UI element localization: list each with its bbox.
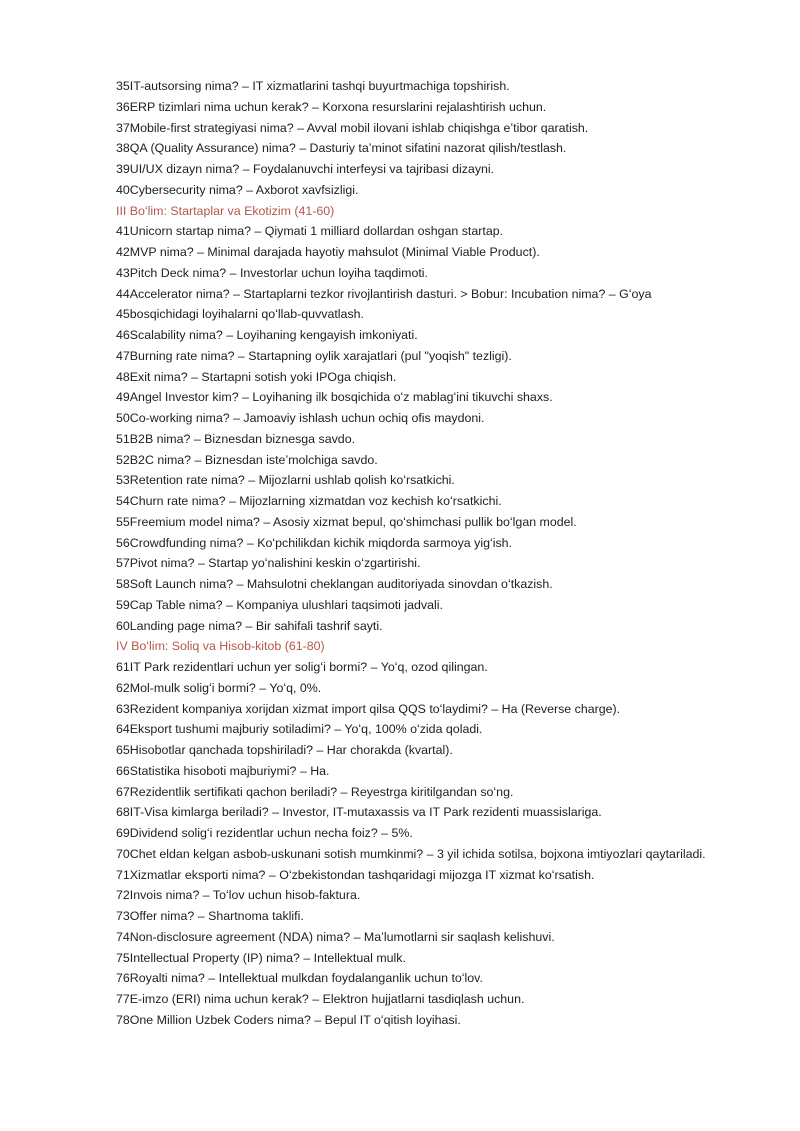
qa-item: 75Intellectual Property (IP) nima? – Intellektual mulk. — [116, 950, 406, 965]
qa-item: 68IT-Visa kimlarga beriladi? – Investor, IT-mutaxassis va IT Park rezidenti muassislariga. — [116, 805, 602, 820]
qa-item: 64Eksport tushumi majburiy sotiladimi? – Yoʻq, 100% oʻzida qoladi. — [116, 722, 483, 737]
qa-item: 38QA (Quality Assurance) nima? – Dasturiy taʼminot sifatini nazorat qilish/testlash. — [116, 141, 567, 156]
qa-item: 76Royalti nima? – Intellektual mulkdan foydalanganlik uchun toʻlov. — [116, 971, 483, 986]
qa-item: 66Statistika hisoboti majburiymi? – Ha. — [116, 763, 330, 778]
document-body — [116, 76, 756, 1031]
section-heading: III Boʻlim: Startaplar va Ekotizim (41-60) — [116, 203, 335, 218]
qa-item: 40Cybersecurity nima? – Axborot xavfsizligi. — [116, 182, 359, 197]
qa-item: 56Crowdfunding nima? – Koʻpchilikdan kichik miqdorda sarmoya yigʻish. — [116, 535, 513, 550]
qa-item: 39UI/UX dizayn nima? – Foydalanuvchi interfeysi va tajribasi dizayni. — [116, 162, 495, 176]
qa-item: 62Mol-mulk soligʻi bormi? – Yoʻq, 0%. — [116, 680, 322, 695]
qa-item: 58Soft Launch nima? – Mahsulotni cheklangan auditoriyada sinovdan oʻtkazish. — [116, 577, 553, 591]
qa-item: 63Rezident kompaniya xorijdan xizmat import qilsa QQS toʻlaydimi? – Ha (Reverse charge). — [116, 701, 621, 716]
qa-item: 65Hisobotlar qanchada topshiriladi? – Har chorakda (kvartal). — [116, 743, 453, 757]
qa-item: 53Retention rate nima? – Mijozlarni ushlab qolish koʻrsatkichi. — [116, 473, 455, 488]
qa-item: 71Xizmatlar eksporti nima? – Oʻzbekistondan tashqaridagi mijozga IT xizmat koʻrsatish. — [116, 867, 595, 882]
qa-item: 44Accelerator nima? – Startaplarni tezkor rivojlantirish dasturi. > Bobur: Incubation nima? – Gʻoya — [116, 286, 652, 301]
qa-item: 78One Million Uzbek Coders nima? – Bepul IT oʻqitish loyihasi. — [116, 1012, 461, 1027]
qa-item: 50Co-working nima? – Jamoaviy ishlash uchun ochiq ofis maydoni. — [116, 411, 485, 425]
qa-item: 54Churn rate nima? – Mijozlarning xizmatdan voz kechish koʻrsatkichi. — [116, 494, 502, 508]
qa-item: 67Rezidentlik sertifikati qachon beriladi? – Reyestrga kiritilgandan soʻng. — [116, 784, 514, 799]
qa-item: 61IT Park rezidentlari uchun yer soligʻi bormi? – Yoʻq, ozod qilingan. — [116, 660, 488, 674]
qa-item: 48Exit nima? – Startapni sotish yoki IPOga chiqish. — [116, 369, 397, 384]
qa-item: 49Angel Investor kim? – Loyihaning ilk bosqichida oʻz mablagʻini tikuvchi shaxs. — [116, 390, 553, 405]
qa-item: 43Pitch Deck nima? – Investorlar uchun loyiha taqdimoti. — [116, 265, 428, 280]
qa-item: 55Freemium model nima? – Asosiy xizmat bepul, qoʻshimchasi pullik boʻlgan model. — [116, 514, 577, 529]
qa-item: 36ERP tizimlari nima uchun kerak? – Korxona resurslarini rejalashtirish uchun. — [116, 99, 547, 114]
qa-item: 77E-imzo (ERI) nima uchun kerak? – Elektron hujjatlarni tasdiqlash uchun. — [116, 992, 525, 1006]
qa-item: 74Non-disclosure agreement (NDA) nima? – Maʼlumotlarni sir saqlash kelishuvi. — [116, 929, 555, 944]
qa-item: 69Dividend soligʻi rezidentlar uchun necha foiz? – 5%. — [116, 826, 413, 840]
qa-item: 73Offer nima? – Shartnoma taklifi. — [116, 909, 304, 923]
qa-item: 59Cap Table nima? – Kompaniya ulushlari taqsimoti jadvali. — [116, 597, 443, 612]
qa-item: 52B2C nima? – Biznesdan isteʼmolchiga savdo. — [116, 452, 378, 467]
section-heading: IV Boʻlim: Soliq va Hisob-kitob (61-80) — [116, 639, 325, 654]
qa-item: 41Unicorn startap nima? – Qiymati 1 milliard dollardan oshgan startap. — [116, 224, 504, 239]
qa-item: 70Chet eldan kelgan asbob-uskunani sotish mumkinmi? – 3 yil ichida sotilsa, bojxona imtiyozlari qaytariladi. — [116, 846, 706, 861]
qa-item: 46Scalability nima? – Loyihaning kengayish imkoniyati. — [116, 328, 418, 342]
qa-item: 37Mobile-first strategiyasi nima? – Avval mobil ilovani ishlab chiqishga eʼtibor qaratish. — [116, 120, 589, 135]
qa-item: 51B2B nima? – Biznesdan biznesga savdo. — [116, 431, 356, 446]
qa-item: 47Burning rate nima? – Startapning oylik xarajatlari (pul "yoqish" tezligi). — [116, 348, 512, 363]
qa-item: 45bosqichidagi loyihalarni qoʻllab-quvvatlash. — [116, 307, 364, 322]
qa-item: 57Pivot nima? – Startap yoʻnalishini keskin oʻzgartirishi. — [116, 556, 421, 571]
qa-item: 72Invois nima? – Toʻlov uchun hisob-faktura. — [116, 888, 361, 903]
qa-item: 60Landing page nima? – Bir sahifali tashrif sayti. — [116, 618, 383, 633]
qa-item: 42MVP nima? – Minimal darajada hayotiy mahsulot (Minimal Viable Product). — [116, 245, 540, 259]
qa-item: 35IT-autsorsing nima? – IT xizmatlarini tashqi buyurtmachiga topshirish. — [116, 79, 510, 93]
